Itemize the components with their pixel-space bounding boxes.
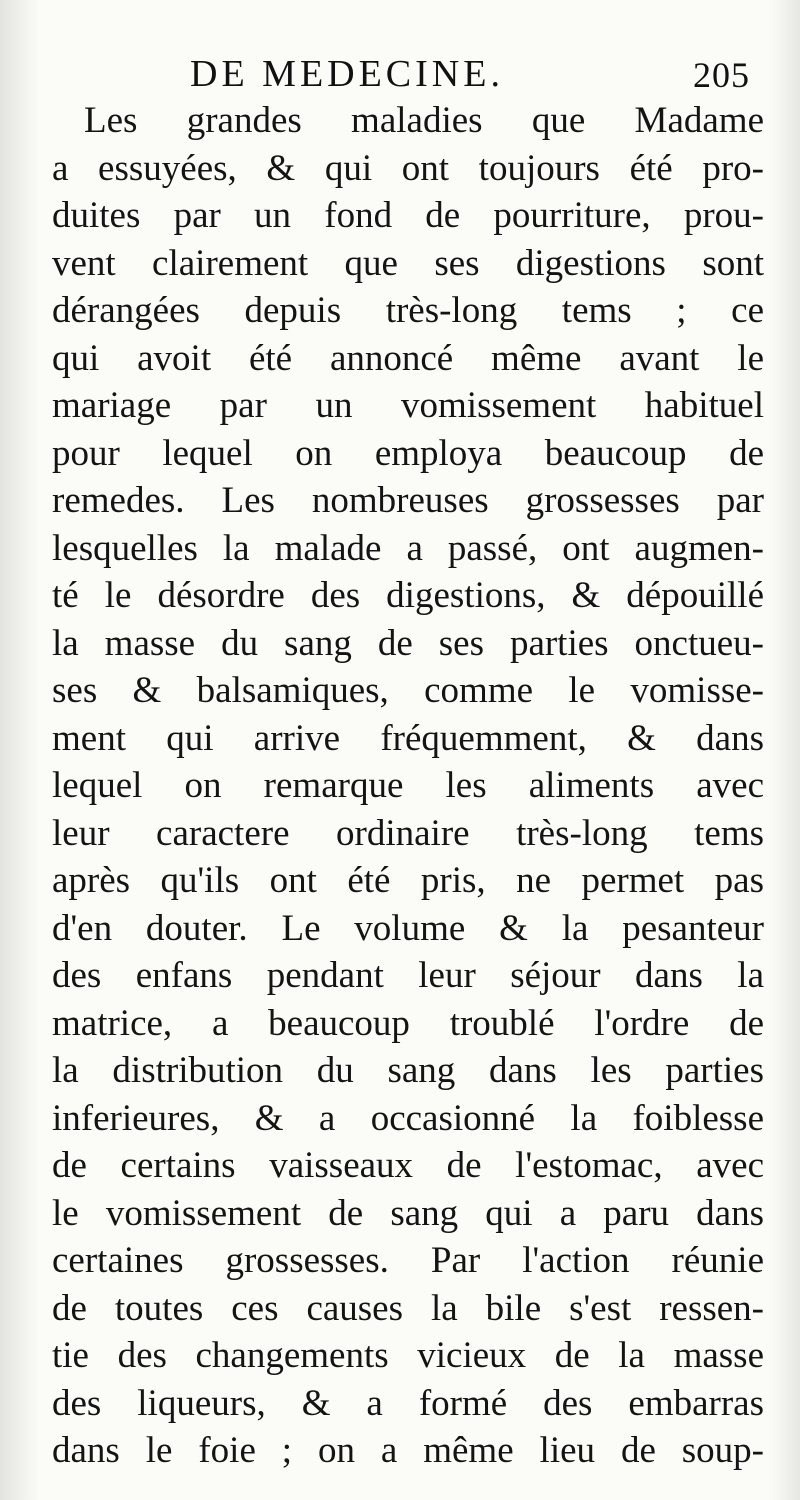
text-line: a essuyées, & qui ont toujours été pro-	[52, 147, 764, 189]
text-line: pour lequel on employa beaucoup de	[52, 432, 764, 474]
text-line: qui avoit été annoncé même avant le	[52, 337, 764, 379]
text-line: de toutes ces causes la bile s'est ressen-	[52, 1287, 764, 1329]
text-line: le vomissement de sang qui a paru dans	[52, 1192, 764, 1234]
running-title: DE MEDECINE.	[190, 53, 504, 95]
text-line: certaines grossesses. Par l'action réunie	[52, 1240, 764, 1281]
text-line: ment qui arrive fréquemment, & dans	[52, 717, 764, 759]
text-line: Les grandes maladies que Madame	[84, 100, 764, 141]
text-line: des liqueurs, & a formé des embarras	[52, 1382, 764, 1424]
text-line: la masse du sang de ses parties onctueu-	[52, 622, 764, 664]
text-line: lesquelles la malade a passé, ont augmen-	[52, 527, 764, 569]
text-line: inferieures, & a occasionné la foiblesse	[52, 1097, 764, 1139]
text-line: d'en douter. Le volume & la pesanteur	[52, 907, 764, 949]
text-line: leur caractere ordinaire très-long tems	[52, 812, 764, 854]
text-line: vent clairement que ses digestions sont	[52, 242, 764, 284]
text-line: matrice, a beaucoup troublé l'ordre de	[52, 1002, 764, 1044]
text-line: après qu'ils ont été pris, ne permet pas	[52, 860, 764, 901]
text-line: tie des changements vicieux de la masse	[52, 1335, 764, 1376]
text-line: duites par un fond de pourriture, prou-	[52, 195, 764, 236]
text-line: dans le foie ; on a même lieu de soup-	[52, 1430, 764, 1471]
text-line: té le désordre des digestions, & dépouillé	[52, 575, 764, 616]
running-head	[190, 52, 750, 102]
text-line: remedes. Les nombreuses grossesses par	[52, 480, 764, 521]
text-line: ses & balsamiques, comme le vomisse-	[52, 670, 764, 711]
text-line: mariage par un vomissement habituel	[52, 385, 764, 426]
page-number: 205	[693, 55, 750, 95]
text-line: la distribution du sang dans les parties	[52, 1050, 764, 1091]
body-text	[52, 97, 764, 1475]
text-line: des enfans pendant leur séjour dans la	[52, 955, 764, 996]
text-line: dérangées depuis très-long tems ; ce	[52, 290, 764, 331]
text-line: lequel on remarque les aliments avec	[52, 765, 764, 806]
text-line: de certains vaisseaux de l'estomac, avec	[52, 1145, 764, 1186]
